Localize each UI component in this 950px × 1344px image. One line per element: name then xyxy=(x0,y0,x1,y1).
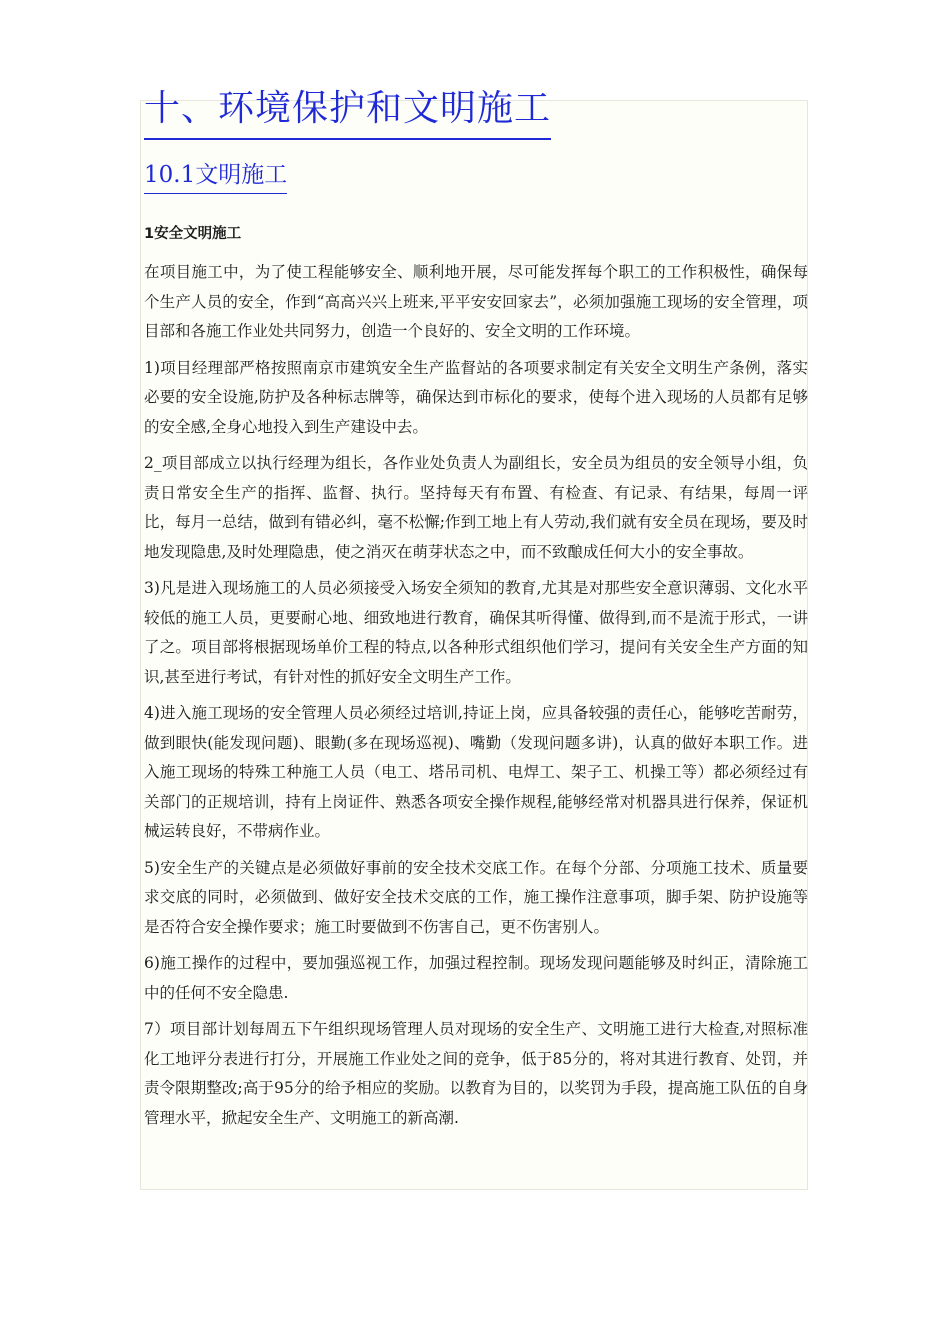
intro-paragraph: 在项目施工中，为了使工程能够安全、顺利地开展，尽可能发挥每个职工的工作积极性，确保每个生产人员的安全，作到“高高兴兴上班来,平平安安回家去”，必须加强施工现场的安全管理，项目部和各施工作业处共同努力，创造一个良好的、安全文明的工作环境。 xyxy=(144,263,808,340)
item-paragraph-5: 5)安全生产的关键点是必须做好事前的安全技术交底工作。在每个分部、分项施工技术、质量要求交底的同时，必须做到、做好安全技术交底的工作，施工操作注意事项，脚手架、防护设施等是否符合安全操作要求；施工时要做到不伤害自己，更不伤害别人。 xyxy=(144,858,808,936)
chapter-title: 十、环境保护和文明施工 xyxy=(144,86,551,140)
item-paragraph-6: 6)施工操作的过程中，要加强巡视工作，加强过程控制。现场发现问题能够及时纠正，清除施工中的任何不安全隐患. xyxy=(144,954,808,1002)
item-paragraph-1: 1)项目经理部严格按照南京市建筑安全生产监督站的各项要求制定有关安全文明生产条例，落实必要的安全设施,防护及各种标志牌等，确保达到市标化的要求，使每个进入现场的人员都有足够的安全感,全身心地投入到生产建设中去。 xyxy=(144,358,808,436)
item-paragraph-4: 4)进入施工现场的安全管理人员必须经过培训,持证上岗，应具备较强的责任心，能够吃苦耐劳，做到眼快(能发现问题)、眼勤(多在现场巡视)、嘴勤（发现问题多讲)，认真的做好本职工作。进入施工现场的特殊工种施工人员（电工、塔吊司机、电焊工、架子工、机操工等）都必须经过有关部门的正规培训，持有上岗证件、熟悉各项安全操作规程,能够经常对机器具进行保养，保证机械运转良好，不带病作业。 xyxy=(144,704,808,840)
section-heading-wrap xyxy=(144,160,808,194)
item-paragraph-7: 7）项目部计划每周五下午组织现场管理人员对现场的安全生产、文明施工进行大检查,对照标准化工地评分表进行打分，开展施工作业处之间的竞争，低于85分的，将对其进行教育、处罚，并责令限期整改;高于95分的给予相应的奖励。以教育为目的，以奖罚为手段，提高施工队伍的自身管理水平，掀起安全生产、文明施工的新高潮. xyxy=(144,1020,808,1127)
subsection-title: 1安全文明施工 xyxy=(144,226,242,242)
document-body xyxy=(144,86,808,1133)
item-paragraph-3: 3)凡是进入现场施工的人员必须接受入场安全须知的教育,尤其是对那些安全意识薄弱、文化水平较低的施工人员，更要耐心地、细致地进行教育，确保其听得懂、做得到,而不是流于形式，一讲了之。项目部将根据现场单价工程的特点,以各种形式组织他们学习，提问有关安全生产方面的知识,甚至进行考试，有针对性的抓好安全文明生产工作。 xyxy=(144,579,808,686)
item-paragraph-2: 2_项目部成立以执行经理为组长，各作业处负责人为副组长，安全员为组员的安全领导小组，负责日常安全生产的指挥、监督、执行。坚持每天有布置、有检查、有记录、有结果，每周一评比，每月一总结，做到有错必纠，毫不松懈;作到工地上有人劳动,我们就有安全员在现场，要及时地发现隐患,及时处理隐患，使之消灭在萌芽状态之中，而不致酿成任何大小的安全事故。 xyxy=(144,454,808,561)
section-title: 10.1文明施工 xyxy=(144,160,287,194)
